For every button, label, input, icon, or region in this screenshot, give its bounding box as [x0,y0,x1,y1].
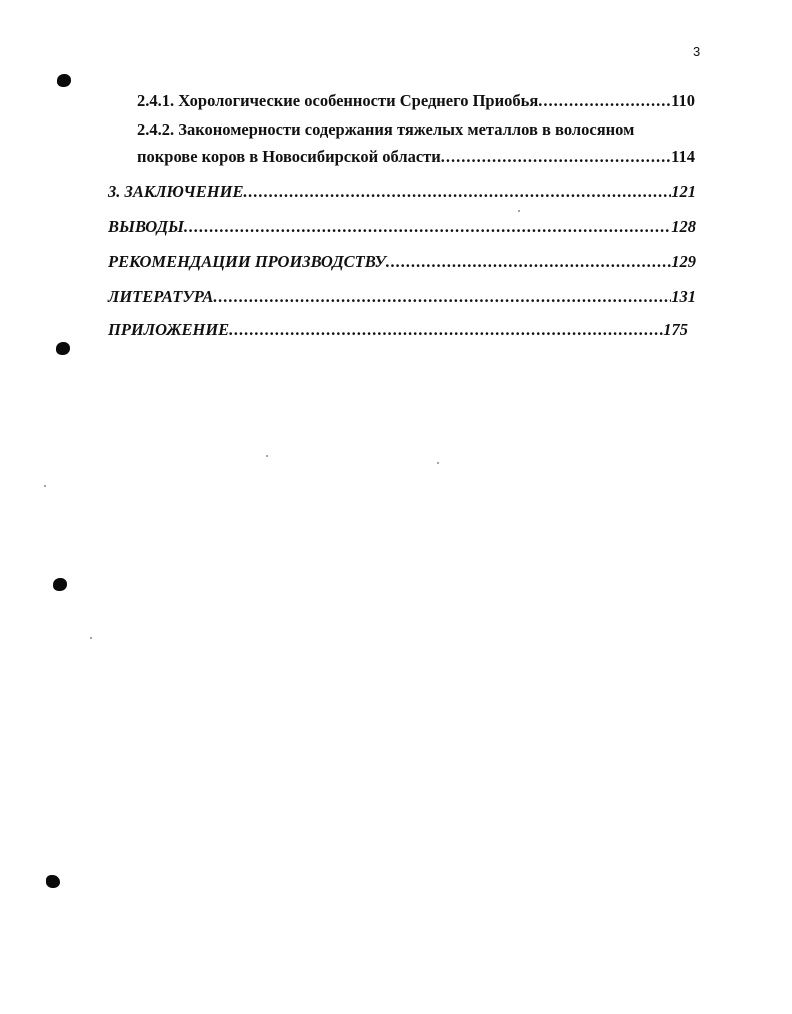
toc-entry-title: ПРИЛОЖЕНИЕ [108,320,230,339]
dot-leader [386,252,671,272]
toc-entry-title: ВЫВОДЫ [108,217,184,236]
scan-speck [44,485,46,487]
dot-leader [184,217,671,237]
toc-entry-title: 2.4.1. Хорологические особенности Среднего Приобья [137,91,539,110]
dot-leader [441,147,671,167]
toc-entry-page: 129 [671,252,696,271]
punch-hole-icon [46,875,60,888]
toc-entry-title: РЕКОМЕНДАЦИИ ПРОИЗВОДСТВУ [108,252,386,271]
toc-entry-2-4-1[interactable] [137,91,695,111]
scan-speck [437,462,439,464]
scan-speck [518,210,520,212]
toc-entry-findings[interactable] [108,217,696,237]
toc-entry-page: 110 [671,91,695,110]
toc-entry-appendix[interactable] [108,320,688,340]
toc-entry-title: покрове коров в Новосибирской области [137,147,441,166]
dot-leader [229,320,663,340]
toc-entry-page: 128 [671,217,696,236]
punch-hole-icon [56,342,70,355]
toc-entry-page: 114 [671,147,695,166]
dot-leader [538,91,671,111]
scan-speck [90,637,92,639]
dot-leader [243,182,671,202]
scan-speck [266,455,268,457]
punch-hole-icon [57,74,71,87]
toc-entry-2-4-2[interactable] [137,147,695,167]
toc-entry-page: 175 [663,320,688,339]
dot-leader [213,287,671,307]
toc-entry-2-4-2-line1[interactable]: 2.4.2. Закономерности содержания тяжелых металлов в волосяном [137,120,635,139]
toc-entry-page: 121 [671,182,696,201]
toc-entry-title: ЛИТЕРАТУРА [108,287,214,306]
toc-entry-literature[interactable] [108,287,696,307]
toc-entry-page: 131 [671,287,696,306]
punch-hole-icon [53,578,67,591]
toc-entry-conclusion[interactable] [108,182,696,202]
page-number: 3 [693,44,701,59]
toc-entry-recommendations[interactable] [108,252,696,272]
toc-entry-title: 3. ЗАКЛЮЧЕНИЕ [108,182,244,201]
